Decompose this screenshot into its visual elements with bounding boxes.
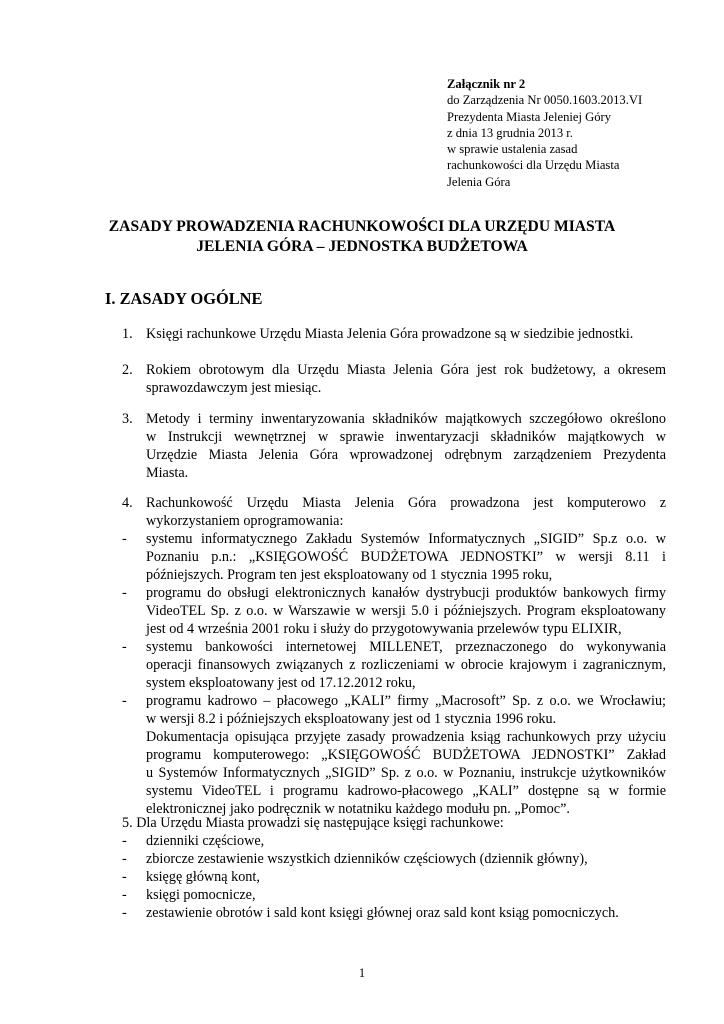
item-text: systemu informatycznego Zakładu Systemów Informatycznych „SIGID” Sp.z o.o. w [146, 531, 666, 547]
software-item-videotel [122, 584, 666, 638]
item-number: 3. [122, 411, 133, 427]
item-text: VideoTEL Sp. z o.o. w Warszawie w wersji 5.0 i późniejszych. Program eksploatowany [146, 603, 666, 619]
item-text: późniejszych. Program ten jest eksploatowany od 1 stycznia 1995 roku, [146, 567, 553, 583]
item-text: jest od 4 września 2001 roku i służy do przygotowywania przelewów typu ELIXIR, [146, 621, 622, 637]
annex-line: Jelenia Góra [447, 174, 511, 189]
item-text: u Systemów Informatycznych „SIGID” Sp. z o.o. w Poznaniu, instrukcje użytkowników [146, 765, 666, 781]
item-text: elektronicznej jako podręcznik w notatniku każdego modułu pn. „Pomoc”. [146, 801, 570, 817]
ledger-item [122, 832, 666, 850]
item-text: w Instrukcji wewnętrznej w sprawie inwentaryzacji składników majątkowych w [146, 429, 666, 445]
item-number: 4. [122, 495, 133, 511]
item-text: księgi pomocnicze, [146, 887, 256, 903]
documentation-paragraph [122, 728, 666, 818]
software-item-sigid [122, 530, 666, 584]
item-text: programu komputerowego: „KSIĘGOWOŚĆ BUDŻETOWA JEDNOSTKI” Zakład [146, 747, 666, 763]
annex-line: z dnia 13 grudnia 2013 r. [447, 125, 573, 140]
list-item-2 [122, 361, 666, 397]
item-text: operacji finansowych związanych z rozliczeniami w obrocie krajowym i zagranicznym, [146, 657, 666, 673]
item-text: programu kadrowo – płacowego „KALI” firmy „Macrosoft” Sp. z o.o. we Wrocławiu; [146, 693, 666, 709]
bullet-dash: - [122, 905, 127, 921]
item-text: dzienniki częściowe, [146, 833, 265, 849]
annex-line: w sprawie ustalenia zasad [447, 142, 578, 157]
item-text: Poznaniu p.n.: „KSIĘGOWOŚĆ BUDŻETOWA JEDNOSTKI” w wersji 8.11 i [146, 549, 666, 565]
item-text: Metody i terminy inwentaryzowania składników majątkowych szczegółowo określono [146, 411, 666, 427]
item-text: systemu VideoTEL i programu kadrowo-płacowego „KALI” dostępne są w formie [146, 783, 666, 799]
bullet-dash: - [122, 639, 127, 655]
item-text: Miasta. [146, 465, 189, 481]
ledger-item [122, 868, 666, 886]
software-list [122, 530, 666, 818]
item-text: Dokumentacja opisująca przyjęte zasady prowadzenia ksiąg rachunkowych przy użyciu [146, 729, 666, 745]
title-line-1: ZASADY PROWADZENIA RACHUNKOWOŚCI DLA URZĘDU MIASTA [108, 218, 616, 235]
page-number: 1 [358, 966, 366, 980]
annex-line: Prezydenta Miasta Jeleniej Góry [447, 109, 612, 124]
software-item-millenet [122, 638, 666, 692]
item-text: sprawozdawczym jest miesiąc. [146, 380, 322, 396]
item-number: 2. [122, 362, 133, 378]
item-text: księgę główną kont, [146, 869, 260, 885]
item-text: systemu bankowości internetowej MILLENET, przeznaczonego do wykonywania [146, 639, 666, 655]
bullet-dash: - [122, 851, 127, 867]
bullet-dash: - [122, 833, 127, 849]
document-title [60, 217, 664, 257]
item-text: zestawienie obrotów i sald kont księgi głównej oraz sald kont ksiąg pomocniczych. [146, 905, 619, 921]
item-text: w wersji 8.2 i późniejszych eksploatowany jest od 1 stycznia 1996 roku. [146, 711, 557, 727]
section-heading: I. ZASADY OGÓLNE [105, 289, 263, 308]
bullet-dash: - [122, 531, 127, 547]
bullet-dash: - [122, 693, 127, 709]
item-text: Księgi rachunkowe Urzędu Miasta Jelenia Góra prowadzone są w siedzibie jednostki. [146, 326, 634, 342]
annex-line: rachunkowości dla Urzędu Miasta [447, 158, 620, 173]
list-item-3 [122, 410, 666, 482]
item-text: system eksploatowany jest od 17.12.2012 roku, [146, 675, 416, 691]
ledger-item [122, 886, 666, 904]
bullet-dash: - [122, 887, 127, 903]
bullet-dash: - [122, 869, 127, 885]
item-text: 5. Dla Urzędu Miasta prowadzi się następujące księgi rachunkowe: [122, 815, 504, 831]
item-text: Rokiem obrotowym dla Urzędu Miasta Jelenia Góra jest rok budżetowy, a okresem [146, 362, 666, 378]
item-text: zbiorcze zestawienie wszystkich dzienników częściowych (dziennik główny), [146, 851, 588, 867]
item-text: wykorzystaniem oprogramowania: [146, 513, 344, 529]
item-text: programu do obsługi elektronicznych kanałów dystrybucji produktów bankowych firmy [146, 585, 666, 601]
annex-line: do Zarządzenia Nr 0050.1603.2013.VI [447, 93, 643, 108]
annex-header [447, 76, 707, 190]
list-item-1 [122, 325, 666, 343]
ledger-item [122, 904, 666, 922]
list-item-5 [122, 814, 666, 922]
title-line-2: JELENIA GÓRA – JEDNOSTKA BUDŻETOWA [196, 238, 528, 255]
bullet-dash: - [122, 585, 127, 601]
item-text: Rachunkowość Urzędu Miasta Jelenia Góra prowadzona jest komputerowo z [146, 495, 666, 511]
item-text: Urzędzie Miasta Jelenia Góra wprowadzonej odrębnym zarządzeniem Prezydenta [146, 447, 666, 463]
item-number: 1. [122, 326, 133, 342]
annex-title: Załącznik nr 2 [447, 77, 526, 91]
list-item-4 [122, 494, 666, 530]
software-item-kali [122, 692, 666, 728]
ledger-item [122, 850, 666, 868]
